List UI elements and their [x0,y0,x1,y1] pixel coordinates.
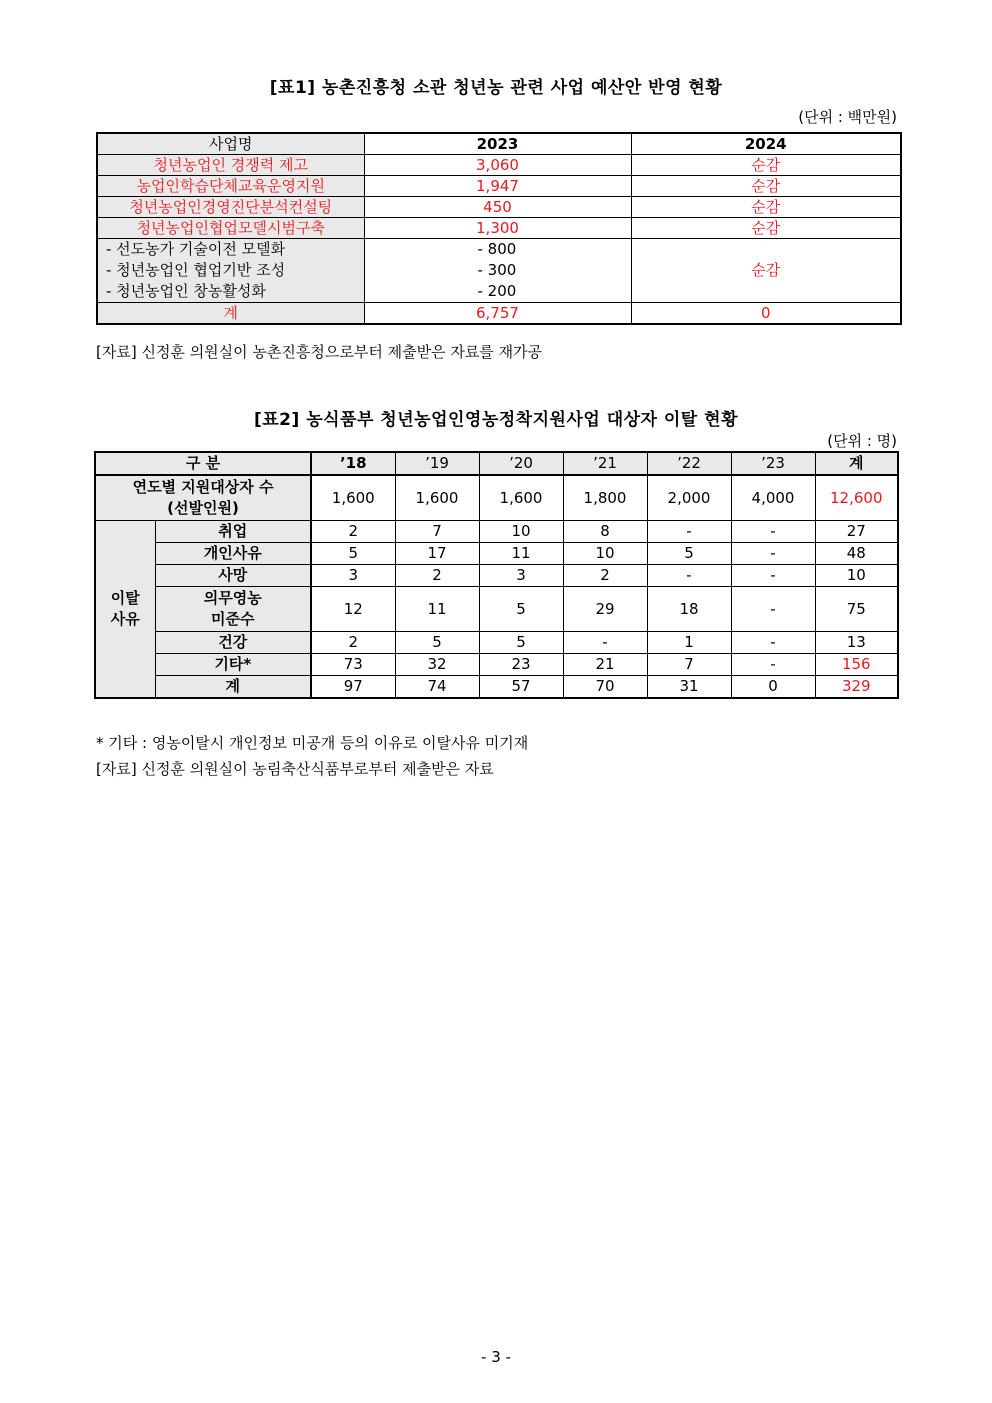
reason-total: 75 [815,587,898,632]
selected-label-line2: (선발인원) [167,499,239,517]
business-name: 농업인학습단체교육운영지원 [97,176,364,197]
page-number: - 3 - [481,1348,511,1366]
table-row [95,654,898,676]
table-row [97,176,901,197]
reason-value: - [731,521,815,543]
table2-unit: (단위 : 명) [827,432,897,450]
reason-value: - [731,632,815,654]
reason-value: - [647,521,731,543]
reason-value: - [731,654,815,676]
total-2024: 0 [631,303,901,325]
sub-2024: 순감 [631,239,901,303]
reason-total: 48 [815,543,898,565]
table1-source: [자료] 신정훈 의원실이 농촌진흥청으로부터 제출받은 자료를 재가공 [96,343,543,361]
budget-2023: 450 [364,197,631,218]
budget-2024: 순감 [631,176,901,197]
header-year: ’23 [731,452,815,475]
reason-value: 57 [479,676,563,699]
reason-value: 29 [563,587,647,632]
dropout-table [94,451,899,699]
table2-title: [표2] 농식품부 청년농업인영농정착지원사업 대상자 이탈 현황 [253,410,738,430]
reason-total: 156 [815,654,898,676]
header-year: ’22 [647,452,731,475]
reason-value: 74 [395,676,479,699]
table1-unit: (단위 : 백만원) [798,108,897,126]
selected-total: 12,600 [815,475,898,521]
table-row [97,218,901,239]
reason-value: 21 [563,654,647,676]
reason-total: 13 [815,632,898,654]
reason-total: 329 [815,676,898,699]
selected-row [95,475,898,521]
reason-value: 8 [563,521,647,543]
reason-label: 사망 [155,565,311,587]
reason-value: 70 [563,676,647,699]
header-2023: 2023 [364,133,631,155]
header-2024: 2024 [631,133,901,155]
business-name: 청년농업인경영진단분석컨설팅 [97,197,364,218]
header-year: ’20 [479,452,563,475]
reason-group-label [95,521,155,699]
reason-total: 10 [815,565,898,587]
header-category: 구 분 [95,452,311,475]
selected-value: 1,600 [479,475,563,521]
reason-label: 개인사유 [155,543,311,565]
table-row [95,565,898,587]
reason-value: 97 [311,676,395,699]
table-row [95,521,898,543]
budget-2023: 1,300 [364,218,631,239]
budget-2023: 1,947 [364,176,631,197]
reason-value: 18 [647,587,731,632]
header-year: ’18 [311,452,395,475]
header-year: ’21 [563,452,647,475]
selected-label-line1: 연도별 지원대상자 수 [132,478,274,496]
reason-value: 5 [647,543,731,565]
table-row [95,632,898,654]
reason-value: 1 [647,632,731,654]
budget-2024: 순감 [631,197,901,218]
reason-value: 17 [395,543,479,565]
reason-value: 10 [479,521,563,543]
table-row [97,197,901,218]
reason-label: 기타* [155,654,311,676]
reason-label: 취업 [155,521,311,543]
budget-2024: 순감 [631,218,901,239]
table-row [95,587,898,632]
total-row [95,676,898,699]
reason-value: 5 [311,543,395,565]
table-row [95,543,898,565]
table1-title: [표1] 농촌진흥청 소관 청년농 관련 사업 예산안 반영 현황 [269,78,723,98]
sub-item: - 청년농업인 협업기반 조성 [106,261,286,279]
business-name: 청년농업인 경쟁력 제고 [97,155,364,176]
reason-value: 2 [395,565,479,587]
header-business-name: 사업명 [97,133,364,155]
total-row [97,303,901,325]
reason-value: 0 [731,676,815,699]
selected-value: 4,000 [731,475,815,521]
total-label: 계 [97,303,364,325]
reason-value: 2 [563,565,647,587]
reason-value: 32 [395,654,479,676]
table2-note: * 기타 : 영농이탈시 개인정보 미공개 등의 이유로 이탈사유 미기재 [96,734,529,752]
reason-value: 2 [311,521,395,543]
reason-value: 3 [311,565,395,587]
reason-group-line2: 사유 [110,610,140,628]
table2-source: [자료] 신정훈 의원실이 농림축산식품부로부터 제출받은 자료 [96,760,494,778]
sub-items-row [97,239,901,303]
reason-value: 5 [479,587,563,632]
sub-item: - 청년농업인 창농활성화 [106,282,266,300]
selected-value: 1,600 [311,475,395,521]
sub-value: - 200 [477,282,517,300]
reason-group-line1: 이탈 [110,589,140,607]
selected-value: 1,600 [395,475,479,521]
header-total: 계 [815,452,898,475]
reason-value: 73 [311,654,395,676]
sub-item: - 선도농가 기술이전 모델화 [106,240,286,258]
reason-value: 7 [647,654,731,676]
budget-table [96,132,902,325]
total-2023: 6,757 [364,303,631,325]
reason-value: 3 [479,565,563,587]
sub-value: - 800 [477,240,517,258]
reason-label: 의무영농 미준수 [155,587,311,632]
selected-label [95,475,311,521]
reason-value: 5 [395,632,479,654]
reason-value: 5 [479,632,563,654]
selected-value: 2,000 [647,475,731,521]
sub-value: - 300 [477,261,517,279]
table-row [97,155,901,176]
reason-value: - [731,565,815,587]
reason-value: - [563,632,647,654]
reason-value: - [731,587,815,632]
reason-value: 11 [479,543,563,565]
reason-value: 23 [479,654,563,676]
table-header-row [95,452,898,475]
reason-value: 12 [311,587,395,632]
reason-label: 건강 [155,632,311,654]
reason-value: 7 [395,521,479,543]
reason-value: 10 [563,543,647,565]
reason-value: - [647,565,731,587]
budget-2024: 순감 [631,155,901,176]
business-name: 청년농업인협업모델시범구축 [97,218,364,239]
budget-2023: 3,060 [364,155,631,176]
sub-items [97,239,364,303]
reason-value: 31 [647,676,731,699]
reason-label: 계 [155,676,311,699]
reason-value: 11 [395,587,479,632]
reason-total: 27 [815,521,898,543]
selected-value: 1,800 [563,475,647,521]
table-header-row [97,133,901,155]
sub-values [364,239,631,303]
header-year: ’19 [395,452,479,475]
reason-value: 2 [311,632,395,654]
reason-value: - [731,543,815,565]
